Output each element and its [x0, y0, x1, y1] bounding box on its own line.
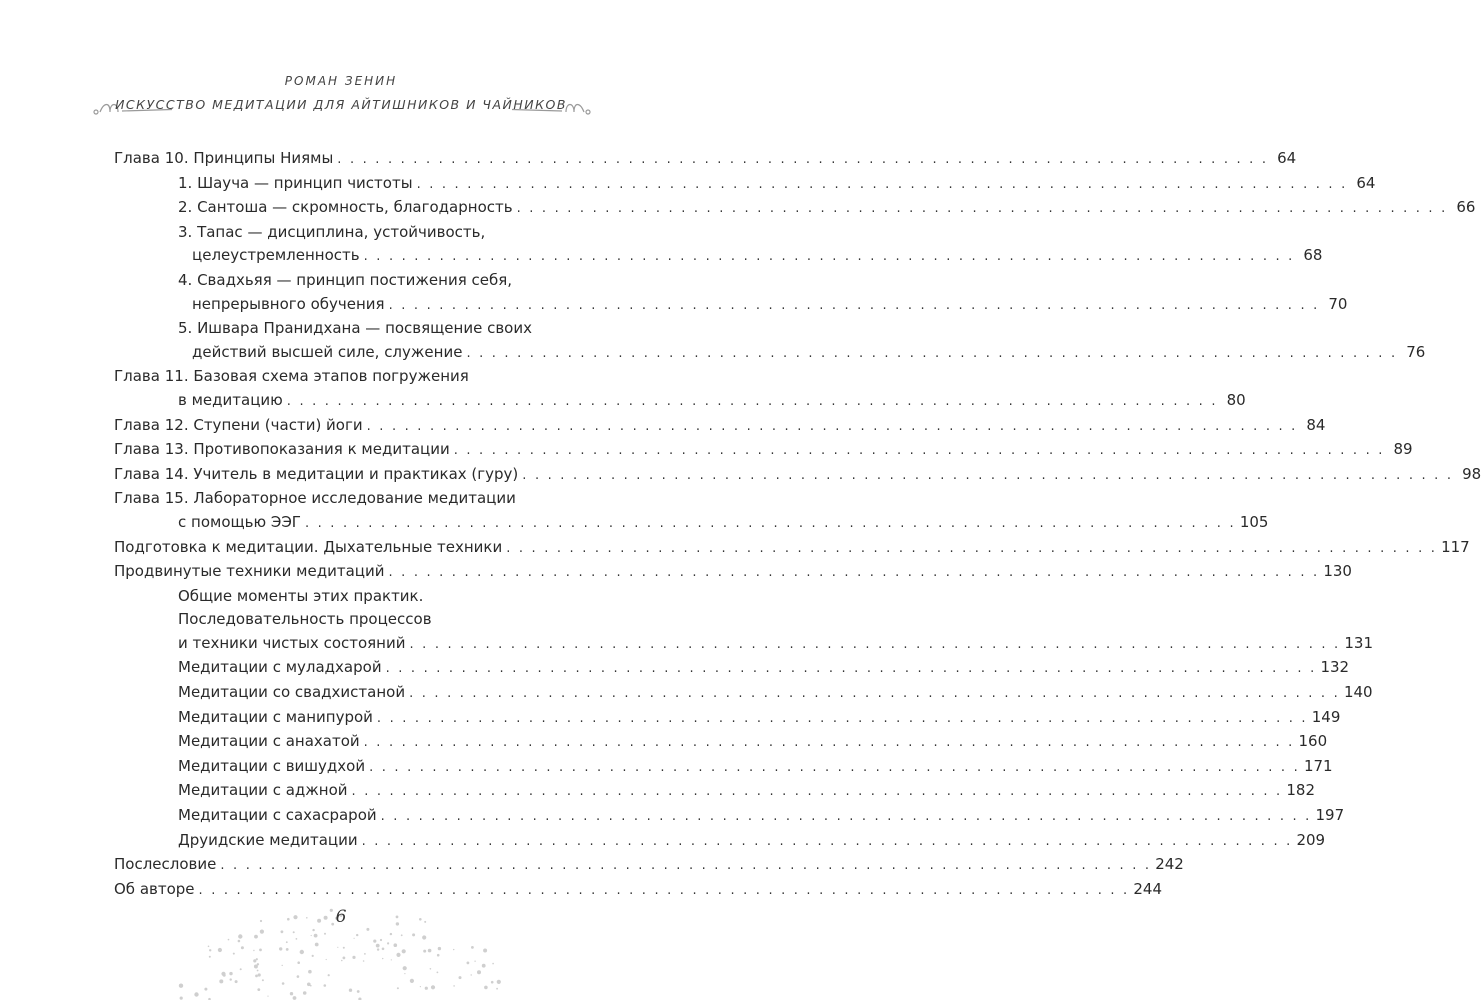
toc-entry-title: Медитации со свадхистаной	[178, 683, 406, 702]
dot-leader: . . . . . . . . . . . . . . . . . . . . . . . . . . . . . . . . . . . . . . . . . . . . . . . . . . . . . . . . . . . . . . . . . . . . . . . . . .	[286, 393, 1218, 409]
toc-entry[interactable]	[114, 196, 1476, 221]
speckle-dot	[255, 975, 258, 978]
speckle-dot	[423, 950, 426, 953]
toc-entry-page: 160	[1298, 732, 1328, 751]
toc-entry-page: 68	[1303, 246, 1323, 265]
dot-leader: . . . . . . . . . . . . . . . . . . . . . . . . . . . . . . . . . . . . . . . . . . . . . . . . . . . . . . . . . . . . . . . . . . . . . . . . . .	[361, 833, 1293, 849]
toc-entry-title: целеустремленность	[192, 246, 360, 265]
speckle-dot	[324, 984, 327, 987]
toc-entry-title: Глава 15. Лабораторное исследование медитации	[114, 489, 516, 508]
dot-leader: . . . . . . . . . . . . . . . . . . . . . . . . . . . . . . . . . . . . . . . . . . . . . . . . . . . . . . . . . . . . . . . . . . . . . . . . . .	[304, 515, 1236, 531]
toc-entry-page: 70	[1328, 294, 1348, 313]
speckle-dot	[491, 981, 494, 984]
page-number: 6	[335, 907, 347, 927]
speckle-dot	[282, 965, 283, 966]
speckle-dot	[352, 956, 355, 959]
speckle-dot	[315, 943, 319, 947]
speckle-dot	[310, 985, 312, 987]
speckle-dot	[437, 954, 440, 957]
toc-entry[interactable]	[114, 487, 1269, 535]
toc-entry[interactable]	[114, 463, 1481, 488]
toc-entry-page: 89	[1393, 440, 1413, 459]
toc-entry-page: 76	[1406, 342, 1426, 361]
dot-leader: . . . . . . . . . . . . . . . . . . . . . . . . . . . . . . . . . . . . . . . . . . . . . . . . . . . . . . . . . . . . . . . . . . . . . . . . . .	[453, 443, 1385, 459]
speckle-dot	[496, 988, 498, 990]
dot-leader: . . . . . . . . . . . . . . . . . . . . . . . . . . . . . . . . . . . . . . . . . . . . . . . . . . . . . . . . . . . . . . . . . . . . . . . . . .	[380, 809, 1312, 825]
speckle-dot	[349, 989, 352, 992]
toc-entry-page: 132	[1320, 658, 1350, 677]
speckle-dot	[382, 948, 385, 951]
speckle-dot	[403, 966, 407, 970]
toc-entry-page: 149	[1311, 707, 1341, 726]
speckle-dot	[194, 992, 198, 996]
toc-entry[interactable]	[114, 706, 1341, 731]
speckle-dot	[267, 996, 268, 997]
speckle-dot	[430, 968, 432, 970]
speckle-dot	[300, 950, 304, 954]
toc-entry-title: непрерывного обучения	[192, 294, 385, 313]
speckle-dot	[497, 980, 501, 984]
toc-entry-title: 3. Тапас — дисциплина, устойчивость,	[178, 222, 486, 241]
speckle-dot	[425, 987, 428, 990]
speckle-dot	[420, 986, 421, 987]
speckle-dot	[343, 957, 346, 960]
speckle-dot	[343, 947, 345, 949]
dot-leader: . . . . . . . . . . . . . . . . . . . . . . . . . . . . . . . . . . . . . . . . . . . . . . . . . . . . . . . . . . . . . . . . . . . . . . . . . .	[466, 345, 1398, 361]
speckle-dot	[259, 949, 262, 952]
speckle-dot	[233, 953, 235, 955]
dot-leader: . . . . . . . . . . . . . . . . . . . . . . . . . . . . . . . . . . . . . . . . . . . . . . . . . . . . . . . . . . . . . . . . . . . . . . . . . .	[506, 540, 1438, 556]
speckle-dot	[390, 933, 392, 935]
speckle-dot	[377, 948, 379, 950]
toc-entry-title: Друидские медитации	[178, 830, 358, 849]
speckle-dot	[397, 954, 398, 955]
speckle-dot	[296, 938, 298, 940]
toc-entry[interactable]	[114, 269, 1348, 317]
speckle-dot	[286, 941, 288, 943]
speckle-dot	[238, 940, 241, 943]
author-name: РОМАН ЗЕНИН	[284, 74, 398, 88]
dot-leader: . . . . . . . . . . . . . . . . . . . . . . . . . . . . . . . . . . . . . . . . . . . . . . . . . . . . . . . . . . . . . . . . . . . . . . . . . .	[369, 759, 1300, 775]
speckle-dot	[391, 959, 392, 960]
speckle-dot	[312, 955, 314, 957]
toc-entry-title: 1. Шауча — принцип чистоты	[178, 173, 413, 192]
speckle-dot	[208, 946, 210, 948]
speckle-dot	[366, 928, 369, 931]
speckle-dot	[482, 964, 486, 968]
toc-entry[interactable]	[114, 779, 1316, 804]
speckle-dot	[293, 996, 297, 1000]
toc-entry-title: Послесловие	[114, 855, 217, 874]
dot-leader: . . . . . . . . . . . . . . . . . . . . . . . . . . . . . . . . . . . . . . . . . . . . . . . . . . . . . . . . . . . . . . . . . . . . . . . . . .	[366, 418, 1298, 434]
toc-entry[interactable]	[114, 755, 1333, 780]
dot-leader: . . . . . . . . . . . . . . . . . . . . . . . . . . . . . . . . . . . . . . . . . . . . . . . . . . . . . . . . . . . . . . . . . . . . . . . . . .	[385, 661, 1317, 677]
toc-entry-title: Медитации с сахасрарой	[178, 806, 377, 825]
speckle-dot	[474, 961, 475, 962]
speckle-dot	[228, 939, 230, 941]
speckle-dot	[356, 934, 358, 936]
toc-entry[interactable]	[114, 438, 1413, 463]
toc-entry[interactable]	[114, 414, 1326, 439]
speckle-dot	[337, 947, 338, 948]
toc-entry[interactable]	[114, 656, 1350, 681]
speckle-dot	[324, 933, 326, 935]
book-title: ИСКУССТВО МЕДИТАЦИИ ДЛЯ АЙТИШНИКОВ И ЧАЙНИКОВ	[115, 97, 567, 112]
toc-entry-title: Медитации с манипурой	[178, 707, 373, 726]
speckle-dot	[257, 970, 259, 972]
speckle-dot	[394, 943, 398, 947]
speckle-dot	[401, 934, 403, 936]
speckle-dot	[205, 989, 206, 990]
speckle-dot	[437, 972, 439, 974]
speckle-dot	[459, 976, 462, 979]
speckle-dot	[412, 933, 415, 936]
speckle-dot	[279, 947, 282, 950]
toc-entry-title: Об авторе	[114, 879, 195, 898]
toc-entry-title: в медитацию	[178, 390, 283, 409]
toc-entry-title: Глава 14. Учитель в медитации и практиках (гуру)	[114, 464, 519, 483]
speckle-dot	[467, 962, 470, 965]
toc-entry-page: 98	[1462, 464, 1481, 483]
toc-entry-title: Последовательность процессов	[178, 610, 432, 629]
toc-entry[interactable]	[114, 853, 1184, 878]
speckle-dot	[219, 979, 223, 983]
toc-entry-title: Медитации с вишудхой	[178, 756, 366, 775]
speckle-dot	[380, 939, 382, 941]
toc-entry[interactable]	[114, 730, 1328, 755]
dot-leader: . . . . . . . . . . . . . . . . . . . . . . . . . . . . . . . . . . . . . . . . . . . . . . . . . . . . . . . . . . . . . . . . . . . . . . . . . .	[363, 249, 1295, 265]
toc-entry-page: 117	[1441, 537, 1470, 556]
speckle-dot	[308, 970, 312, 974]
toc-entry-title: Медитации с анахатой	[178, 732, 360, 751]
speckle-dot	[382, 958, 383, 959]
table-of-contents	[114, 147, 1481, 902]
toc-entry-title: 2. Сантоша — скромность, благодарность	[178, 198, 513, 217]
speckle-dot	[428, 949, 432, 953]
toc-entry-page: 64	[1356, 173, 1376, 192]
toc-entry[interactable]	[114, 221, 1323, 269]
speckle-dot	[326, 959, 327, 960]
speckle-dot	[253, 959, 256, 962]
speckle-dot	[404, 973, 405, 974]
dot-leader: . . . . . . . . . . . . . . . . . . . . . . . . . . . . . . . . . . . . . . . . . . . . . . . . . . . . . . . . . . . . . . . . . . . . . . . . . .	[416, 176, 1348, 192]
toc-entry-title: с помощью ЭЭГ	[178, 512, 301, 531]
toc-entry[interactable]	[114, 560, 1352, 585]
speckle-dot	[293, 931, 295, 933]
speckle-dot	[373, 940, 376, 943]
speckle-dot	[209, 956, 211, 958]
speckle-dot	[209, 949, 211, 951]
running-header	[0, 74, 682, 116]
dot-leader: . . . . . . . . . . . . . . . . . . . . . . . . . . . . . . . . . . . . . . . . . . . . . . . . . . . . . . . . . . . . . . . . . . . . . . . . . .	[376, 710, 1308, 726]
speckle-dot	[364, 953, 366, 955]
toc-entry-page: 242	[1155, 855, 1184, 874]
speckle-dot	[341, 960, 343, 962]
speckle-dot	[471, 974, 472, 975]
speckle-dot	[453, 949, 454, 950]
toc-entry-title: действий высшей силе, служение	[192, 342, 463, 361]
speckle-dot	[328, 974, 330, 976]
toc-entry-title: Медитации с аджной	[178, 781, 348, 800]
speckle-dot	[281, 930, 284, 933]
toc-entry-page: 171	[1303, 756, 1333, 775]
dot-leader: . . . . . . . . . . . . . . . . . . . . . . . . . . . . . . . . . . . . . . . . . . . . . . . . . . . . . . . . . . . . . . . . . . . . . . . . . .	[388, 565, 1320, 581]
dot-leader: . . . . . . . . . . . . . . . . . . . . . . . . . . . . . . . . . . . . . . . . . . . . . . . . . . . . . . . . . . . . . . . . . . . . . . . . . .	[198, 882, 1130, 898]
speckle-dot	[387, 942, 389, 944]
toc-entry-title: Глава 12. Ступени (части) йоги	[114, 415, 363, 434]
speckle-dot	[297, 975, 300, 978]
speckle-dot	[396, 953, 400, 957]
speckle-dot	[230, 978, 232, 980]
speckle-dot	[290, 992, 293, 995]
dot-leader: . . . . . . . . . . . . . . . . . . . . . . . . . . . . . . . . . . . . . . . . . . . . . . . . . . . . . . . . . . . . . . . . . . . . . . . . . .	[363, 735, 1295, 751]
speckle-dot	[282, 982, 285, 985]
speckle-dot	[258, 973, 261, 976]
speckle-dot	[376, 944, 380, 948]
toc-entry-title: Глава 10. Принципы Ниямы	[114, 149, 334, 167]
toc-entry-title: 4. Свадхьяя — принцип постижения себя,	[178, 270, 512, 289]
toc-entry-page: 130	[1323, 562, 1352, 581]
speckle-dot	[218, 948, 222, 952]
speckle-dot	[260, 930, 264, 934]
speckle-dot	[471, 946, 474, 949]
dot-leader: . . . . . . . . . . . . . . . . . . . . . . . . . . . . . . . . . . . . . . . . . . . . . . . . . . . . . . . . . . . . . . . . . . . . . . . . . .	[516, 201, 1448, 217]
dot-leader: . . . . . . . . . . . . . . . . . . . . . . . . . . . . . . . . . . . . . . . . . . . . . . . . . . . . . . . . . . . . . . . . . . . . . . . . . .	[351, 784, 1283, 800]
speckle-dot	[477, 970, 481, 974]
toc-entry-page: 182	[1286, 781, 1316, 800]
toc-entry[interactable]	[114, 147, 1297, 172]
title-row	[0, 92, 682, 116]
speckle-dot	[235, 980, 238, 983]
speckle-dot	[492, 963, 494, 965]
speckle-dot	[257, 988, 260, 991]
speckle-dot	[238, 934, 242, 938]
toc-entry-page: 197	[1315, 806, 1345, 825]
dot-leader: . . . . . . . . . . . . . . . . . . . . . . . . . . . . . . . . . . . . . . . . . . . . . . . . . . . . . . . . . . . . . . . . . . . . . . . . . .	[337, 152, 1269, 167]
toc-entry-page: 131	[1344, 633, 1373, 652]
toc-entry[interactable]	[114, 317, 1426, 365]
toc-entry[interactable]	[114, 536, 1470, 561]
toc-entry[interactable]	[114, 804, 1345, 829]
speckle-dot	[397, 987, 399, 989]
dot-leader: . . . . . . . . . . . . . . . . . . . . . . . . . . . . . . . . . . . . . . . . . . . . . . . . . . . . . . . . . . . . . . . . . . . . . . . . . .	[409, 636, 1341, 652]
speckle-dot	[262, 979, 264, 981]
speckle-dot	[357, 990, 360, 993]
toc-entry-page: 209	[1296, 830, 1326, 849]
speckle-dot	[253, 950, 254, 951]
toc-entry[interactable]	[114, 585, 1373, 657]
toc-entry[interactable]	[114, 878, 1163, 903]
toc-entry-page: 66	[1456, 198, 1476, 217]
speckle-dot	[297, 961, 300, 964]
speckle-dot	[241, 946, 244, 949]
toc-entry-page: 64	[1277, 149, 1297, 167]
speckle-dot	[422, 935, 426, 939]
speckle-dot	[431, 985, 435, 989]
speckle-dot	[312, 929, 314, 931]
speckle-dot	[254, 965, 258, 969]
toc-entry-title: Медитации с муладхарой	[178, 658, 382, 677]
speckle-dot	[402, 949, 406, 953]
dot-leader: . . . . . . . . . . . . . . . . . . . . . . . . . . . . . . . . . . . . . . . . . . . . . . . . . . . . . . . . . . . . . . . . . . . . . . . . . .	[388, 297, 1320, 313]
toc-entry-page: 105	[1239, 512, 1269, 531]
speckle-dot	[483, 949, 487, 953]
speckle-dot	[240, 968, 242, 970]
toc-entry[interactable]	[114, 829, 1326, 854]
toc-entry-title: Глава 13. Противопоказания к медитации	[114, 440, 450, 459]
toc-entry-page: 84	[1306, 415, 1326, 434]
toc-entry-title: и техники чистых состояний	[178, 633, 406, 652]
speckle-dot	[484, 986, 488, 990]
toc-entry-title: 5. Ишвара Пранидхана — посвящение своих	[178, 319, 532, 338]
speckle-dot	[180, 997, 183, 1000]
speckle-dot	[179, 984, 183, 988]
speckle-dot	[303, 991, 307, 995]
toc-entry[interactable]	[114, 681, 1373, 706]
speckle-dot	[229, 972, 232, 975]
toc-entry[interactable]	[114, 172, 1376, 197]
speckle-dot	[453, 985, 455, 987]
speckle-dot	[314, 934, 318, 938]
dot-leader: . . . . . . . . . . . . . . . . . . . . . . . . . . . . . . . . . . . . . . . . . . . . . . . . . . . . . . . . . . . . . . . . . . . . . . . . . .	[220, 858, 1152, 874]
speckle-dot	[410, 979, 414, 983]
toc-entry-page: 244	[1133, 879, 1163, 898]
toc-entry-title: Общие моменты этих практик.	[178, 586, 424, 605]
toc-entry-title: Глава 11. Базовая схема этапов погружения	[114, 367, 469, 386]
toc-entry-title: Продвинутые техники медитаций	[114, 562, 385, 581]
toc-entry-title: Подготовка к медитации. Дыхательные техники	[114, 537, 503, 556]
speckle-dot	[254, 936, 256, 938]
speckle-dot	[221, 972, 225, 976]
dot-leader: . . . . . . . . . . . . . . . . . . . . . . . . . . . . . . . . . . . . . . . . . . . . . . . . . . . . . . . . . . . . . . . . . . . . . . . . . .	[409, 686, 1340, 702]
speckle-dot	[438, 947, 441, 950]
speckle-dot	[286, 948, 289, 951]
toc-entry[interactable]	[114, 365, 1246, 413]
speckle-dot	[363, 960, 365, 962]
toc-entry-page: 80	[1226, 390, 1246, 409]
toc-entry-page: 140	[1343, 683, 1373, 702]
dot-leader: . . . . . . . . . . . . . . . . . . . . . . . . . . . . . . . . . . . . . . . . . . . . . . . . . . . . . . . . . . . . . . . . . . . . . . . . . .	[522, 467, 1454, 483]
speckle-dot	[311, 935, 312, 936]
speckle-dot	[354, 938, 355, 939]
